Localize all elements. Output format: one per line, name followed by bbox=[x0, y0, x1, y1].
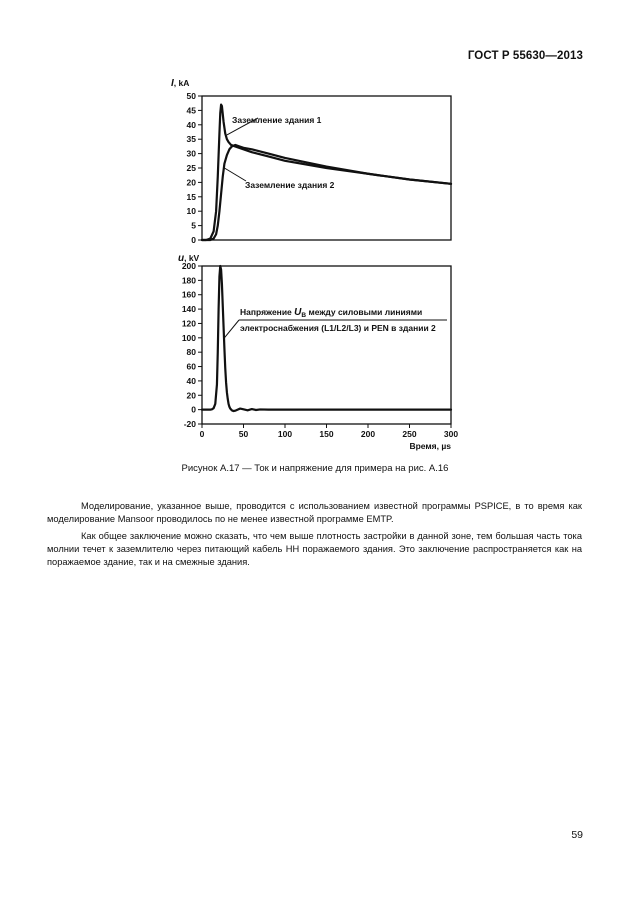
y-tick-label: 30 bbox=[186, 148, 196, 159]
annotation-label-2: Заземление здания 2 bbox=[245, 180, 335, 190]
y-tick-label: 35 bbox=[186, 134, 196, 145]
x-tick-label: 250 bbox=[402, 429, 417, 439]
figure-caption: Рисунок А.17 — Ток и напряжение для примера на рис. А.16 bbox=[181, 463, 449, 474]
y-axis-symbol: u bbox=[178, 253, 185, 264]
y-tick-label: -20 bbox=[183, 419, 196, 429]
y-axis-unit: , kV bbox=[184, 253, 200, 263]
x-tick-label: 150 bbox=[319, 429, 334, 439]
x-tick-label: 50 bbox=[238, 429, 249, 439]
x-tick-label: 200 bbox=[360, 429, 376, 439]
annotation-leader-2 bbox=[224, 168, 246, 181]
x-tick-label: 300 bbox=[443, 429, 459, 439]
y-tick-label: 80 bbox=[186, 347, 196, 358]
y-tick-label: 40 bbox=[186, 119, 196, 130]
y-tick-label: 15 bbox=[186, 191, 196, 202]
y-tick-label: 0 bbox=[191, 404, 196, 415]
y-tick-label: 140 bbox=[181, 304, 196, 315]
annotation-suffix: между силовыми линиями bbox=[306, 307, 423, 317]
document-standard-header: ГОСТ Р 55630—2013 bbox=[467, 50, 583, 62]
x-tick-label: 0 bbox=[199, 429, 205, 439]
x-tick-label: 100 bbox=[277, 429, 293, 439]
y-tick-label: 200 bbox=[181, 261, 196, 271]
y-tick-label: 100 bbox=[181, 332, 196, 343]
series-line-1 bbox=[202, 266, 451, 411]
annotation-subscript: B bbox=[301, 312, 307, 319]
y-tick-label: 10 bbox=[186, 206, 196, 217]
plot-frame bbox=[202, 266, 451, 424]
y-tick-label: 25 bbox=[186, 163, 196, 173]
current-chart bbox=[171, 78, 451, 245]
y-axis-unit: , kA bbox=[173, 78, 190, 88]
y-tick-label: 40 bbox=[186, 375, 196, 386]
x-axis-label: Время, µs bbox=[409, 441, 451, 451]
y-tick-label: 20 bbox=[186, 177, 196, 188]
annotation-label-1: Заземление здания 1 bbox=[232, 115, 322, 125]
y-tick-label: 160 bbox=[181, 289, 196, 300]
series-line-2 bbox=[202, 145, 451, 240]
y-axis-title bbox=[171, 78, 189, 89]
y-tick-label: 20 bbox=[186, 390, 196, 401]
body-text bbox=[47, 500, 582, 572]
y-tick-label: 60 bbox=[186, 361, 196, 372]
y-axis-title bbox=[178, 253, 200, 264]
annotation-leader bbox=[224, 320, 239, 338]
annotation-symbol: U bbox=[294, 307, 302, 318]
y-tick-label: 180 bbox=[181, 275, 196, 286]
y-tick-label: 45 bbox=[186, 105, 196, 116]
y-tick-label: 50 bbox=[186, 91, 196, 101]
annotation-prefix: Напряжение bbox=[240, 307, 295, 317]
annotation-line-1 bbox=[240, 307, 422, 319]
y-axis-symbol: I bbox=[171, 78, 174, 89]
annotation-line-2: электроснабжения (L1/L2/L3) и PEN в здании 2 bbox=[240, 323, 436, 333]
y-tick-label: 0 bbox=[191, 235, 196, 245]
paragraph-1: Моделирование, указанное выше, проводится с использованием известной программы PSPICE, в то время как моделирование Mansoor проводилось по не менее известной программе EMTP. bbox=[47, 501, 582, 525]
y-tick-label: 120 bbox=[181, 318, 196, 329]
voltage-chart bbox=[178, 253, 458, 451]
page-number: 59 bbox=[571, 829, 583, 841]
y-tick-label: 5 bbox=[191, 220, 196, 231]
paragraph-2: Как общее заключение можно сказать, что чем выше плотность застройки в данной зоне, тем большая часть тока молнии течет к заземлителю через питающий кабель НН поражаемого здания. Это заключение распространяется как на поражаемое здание, так и на смежные здания. bbox=[47, 530, 582, 568]
